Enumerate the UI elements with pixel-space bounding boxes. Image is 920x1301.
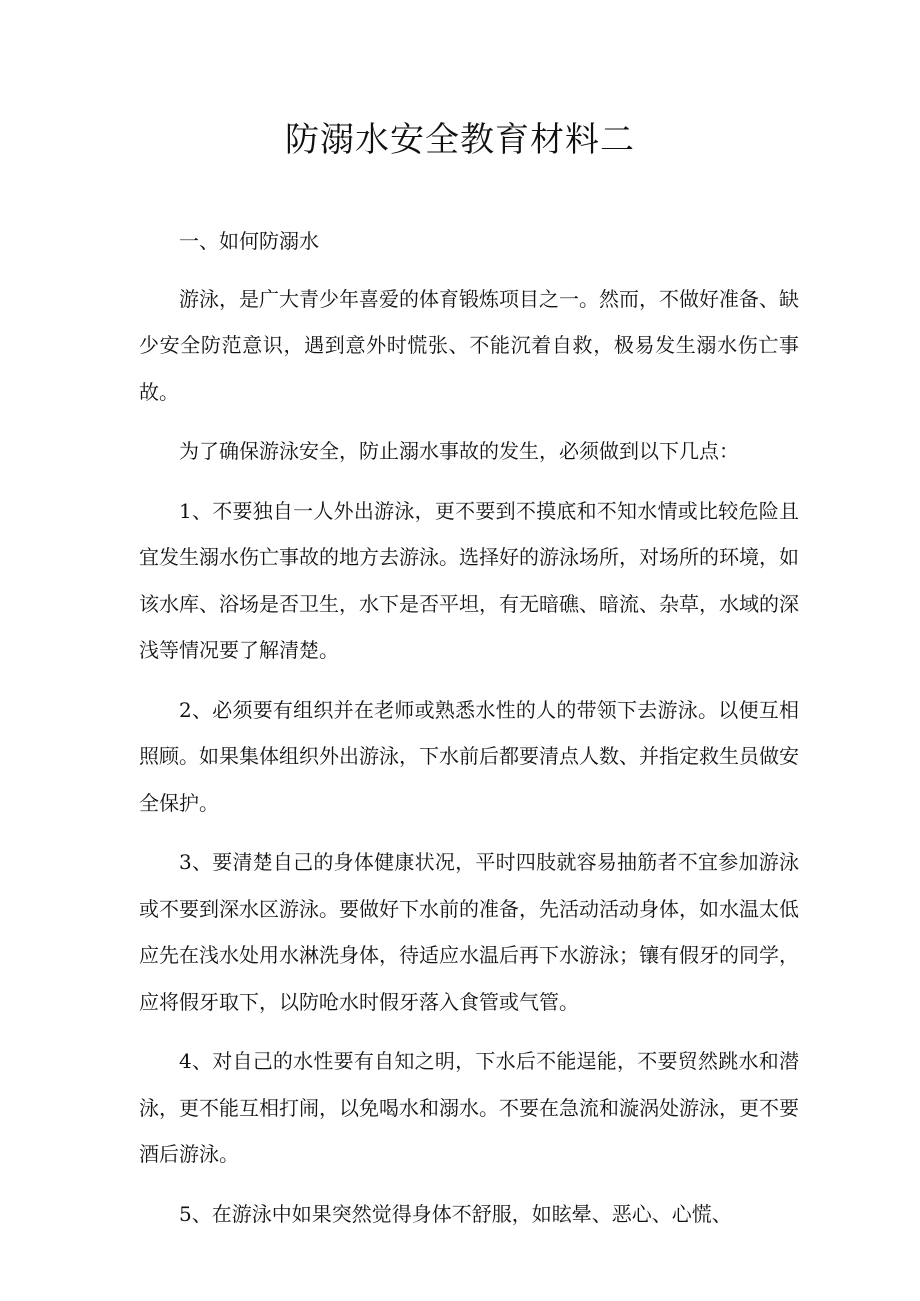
paragraph-requirements: 为了确保游泳安全，防止溺水事故的发生，必须做到以下几点： bbox=[179, 439, 739, 463]
paragraph-item-2: 2、必须要有组织并在老师或熟悉水性的人的带领下去游泳。以便互相照顾。如果集体组织外出游泳，下水前后都要清点人数、并指定救生员做安全保护。 bbox=[139, 697, 799, 815]
paragraph-item-5: 5、在游泳中如果突然觉得身体不舒服，如眩晕、恶心、心慌、 bbox=[179, 1201, 732, 1226]
paragraph-item-1: 1、不要独自一人外出游泳，更不要到不摸底和不知水情或比较危险且宜发生溺水伤亡事故的地方去游泳。选择好的游泳场所，对场所的环境，如该水库、浴场是否卫生，水下是否平坦，有无暗礁、暗流、杂草，水域的深浅等情况要了解清楚。 bbox=[139, 498, 799, 662]
paragraph-intro: 游泳，是广大青少年喜爱的体育锻炼项目之一。然而，不做好准备、缺少安全防范意识，遇到意外时慌张、不能沉着自救，极易发生溺水伤亡事故。 bbox=[139, 286, 799, 404]
paragraph-item-4: 4、对自己的水性要有自知之明，下水后不能逞能，不要贸然跳水和潜泳，更不能互相打闹，以免喝水和溺水。不要在急流和漩涡处游泳，更不要酒后游泳。 bbox=[139, 1049, 799, 1166]
page-title: 防溺水安全教育材料二 bbox=[285, 120, 635, 160]
section-heading: 一、如何防溺水 bbox=[179, 229, 319, 253]
paragraph-item-3: 3、要清楚自己的身体健康状况，平时四肢就容易抽筋者不宜参加游泳或不要到深水区游泳。要做好下水前的准备，先活动活动身体，如水温太低应先在浅水处用水淋洗身体，待适应水温后再下水游泳；镶有假牙的同学，应将假牙取下，以防呛水时假牙落入食管或气管。 bbox=[139, 850, 799, 1014]
document-body bbox=[139, 218, 799, 1250]
